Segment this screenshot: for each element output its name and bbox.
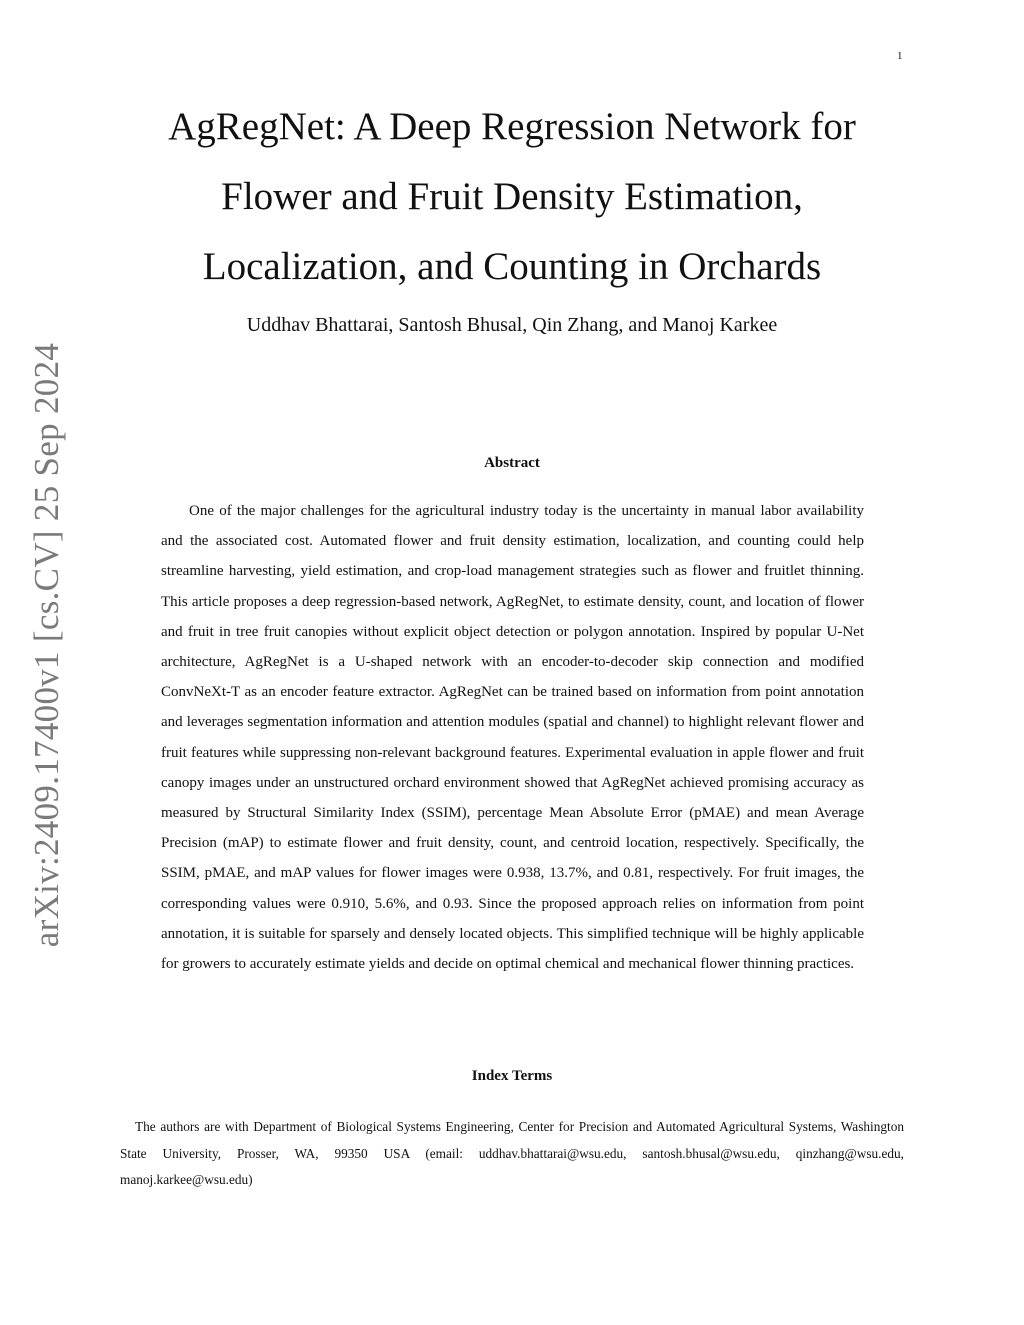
arxiv-identifier: arXiv:2409.17400v1 [cs.CV] 25 Sep 2024 [27, 342, 66, 948]
author-list: Uddhav Bhattarai, Santosh Bhusal, Qin Zhang, and Manoj Karkee [246, 314, 778, 336]
title-line-2: Flower and Fruit Density Estimation, [221, 175, 803, 218]
author-affiliation-footnote: The authors are with Department of Biological Systems Engineering, Center for Precision and Automated Agricultural Systems, Washington State University, Prosser, WA, 99350 USA (email: uddhav.bhattarai@wsu.edu, santosh.bhusal@wsu.edu, qinzhang@wsu.edu, manoj.karkee@wsu.edu) [120, 1119, 904, 1187]
abstract-body: One of the major challenges for the agricultural industry today is the uncertainty in manual labor availability and the associated cost. Automated flower and fruit density estimation, localization, and counting could help streamline harvesting, yield estimation, and crop-load management strategies such as flower and fruitlet thinning. This article proposes a deep regression-based network, AgRegNet, to estimate density, count, and location of flower and fruit in tree fruit canopies without explicit object detection or polygon annotation. Inspired by popular U-Net architecture, AgRegNet is a U-shaped network with an encoder-to-decoder skip connection and modified ConvNeXt-T as an encoder feature extractor. AgRegNet can be trained based on information from point annotation and leverages segmentation information and attention modules (spatial and channel) to highlight relevant flower and fruit features while suppressing non-relevant background features. Experimental evaluation in apple flower and fruit canopy images under an unstructured orchard environment showed that AgRegNet achieved promising accuracy as measured by Structural Similarity Index (SSIM), percentage Mean Absolute Error (pMAE) and mean Average Precision (mAP) to estimate flower and fruit density, count, and centroid location, respectively. Specifically, the SSIM, pMAE, and mAP values for flower images were 0.938, 13.7%, and 0.81, respectively. For fruit images, the corresponding values were 0.910, 5.6%, and 0.93. Since the proposed approach relies on information from point annotation, it is suitable for sparsely and densely located objects. This simplified technique will be highly applicable for growers to accurately estimate yields and decide on optimal chemical and mechanical flower thinning practices. [161, 503, 864, 973]
title-line-1: AgRegNet: A Deep Regression Network for [168, 105, 856, 148]
paper-title [100, 92, 924, 302]
index-terms-heading: Index Terms [471, 1068, 553, 1084]
abstract-heading: Abstract [484, 455, 540, 471]
page-number: 1 [897, 50, 903, 62]
title-line-3: Localization, and Counting in Orchards [202, 245, 822, 288]
